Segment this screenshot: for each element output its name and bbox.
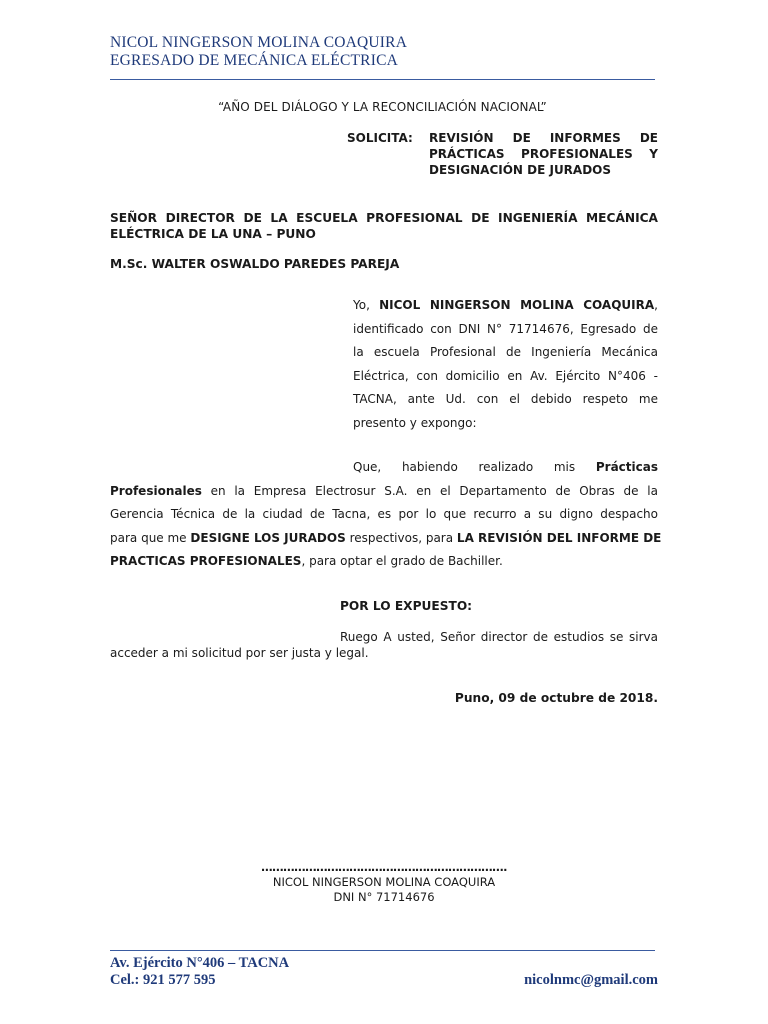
signature-dni: DNI N° 71714676 xyxy=(333,890,435,904)
body-text: respectivos, para xyxy=(349,530,454,545)
addressee xyxy=(110,210,658,242)
signature-name: NICOL NINGERSON MOLINA COAQUIRA xyxy=(272,875,496,889)
body-line xyxy=(110,480,658,504)
body-bold: PRACTICAS PROFESIONALES xyxy=(110,554,302,569)
body-line xyxy=(110,550,658,574)
body-bold: LA REVISIÓN DEL INFORME DE xyxy=(456,530,662,545)
addressee-line: ELÉCTRICA DE LA UNA – PUNO xyxy=(110,227,316,241)
letterhead-name: NICOL NINGERSON MOLINA COAQUIRA xyxy=(110,34,408,51)
intro-line: Eléctrica, con domicilio en Av. Ejército N°406 - xyxy=(353,368,658,383)
letterhead xyxy=(110,34,407,70)
intro-line: identificado con DNI N° 71714676, Egresado de xyxy=(353,321,658,336)
footer-address: Av. Ejército N°406 – TACNA xyxy=(110,955,290,971)
signature-line: …………………………………………………………. xyxy=(261,860,507,874)
closing-heading: POR LO EXPUESTO: xyxy=(340,599,473,613)
body-line: Gerencia Técnica de la ciudad de Tacna, es por lo que recurro a su digno despacho xyxy=(110,507,658,522)
intro-line: TACNA, ante Ud. con el debido respeto me xyxy=(353,392,658,407)
solicita-label: SOLICITA: xyxy=(347,131,413,145)
body-bold: DESIGNE LOS JURADOS xyxy=(190,530,346,545)
body-line xyxy=(110,527,662,551)
footer-divider xyxy=(110,950,655,951)
addressee-line: SEÑOR DIRECTOR DE LA ESCUELA PROFESIONAL DE INGENIERÍA MECÁNICA xyxy=(110,211,658,225)
intro-first-line xyxy=(353,294,658,318)
footer-email[interactable]: nicolnmc@gmail.com xyxy=(524,972,658,988)
body-line xyxy=(353,456,658,480)
year-motto: “AÑO DEL DIÁLOGO Y LA RECONCILIACIÓN NACIONAL” xyxy=(218,100,547,114)
director-name: M.Sc. WALTER OSWALDO PAREDES PAREJA xyxy=(110,257,400,271)
intro-comma: , xyxy=(654,298,658,312)
footer-phone: Cel.: 921 577 595 xyxy=(110,972,216,988)
body-text: para que me xyxy=(110,530,187,545)
closing-line: acceder a mi solicitud por ser justa y legal. xyxy=(110,646,369,660)
applicant-name: NICOL NINGERSON MOLINA COAQUIRA xyxy=(379,298,655,312)
intro-yo: Yo, xyxy=(353,298,370,312)
body-text: en la Empresa Electrosur S.A. en el Departamento de Obras de la xyxy=(210,483,658,498)
body-text: , para optar el grado de Bachiller. xyxy=(301,554,503,569)
letterhead-title: EGRESADO DE MECÁNICA ELÉCTRICA xyxy=(110,52,399,69)
solicita-line: DESIGNACIÓN DE JURADOS xyxy=(429,163,612,177)
header-divider xyxy=(110,79,655,80)
closing-paragraph xyxy=(110,629,658,661)
signature-block xyxy=(250,860,518,905)
intro-line: presento y expongo: xyxy=(353,415,477,430)
body-paragraph xyxy=(110,456,662,574)
body-text: Que, habiendo realizado mis xyxy=(353,460,576,474)
letter-date: Puno, 09 de octubre de 2018. xyxy=(454,691,658,705)
intro-paragraph xyxy=(353,294,658,436)
solicita-block xyxy=(347,130,658,178)
body-bold: Profesionales xyxy=(110,483,202,498)
body-bold: Prácticas xyxy=(595,460,658,474)
closing-line: Ruego A usted, Señor director de estudios se sirva xyxy=(340,630,658,644)
solicita-line: REVISIÓN DE INFORMES DE xyxy=(429,131,658,145)
footer xyxy=(110,955,658,989)
solicita-line: PRÁCTICAS PROFESIONALES Y xyxy=(429,147,658,161)
intro-line: la escuela Profesional de Ingeniería Mecánica xyxy=(353,345,658,360)
